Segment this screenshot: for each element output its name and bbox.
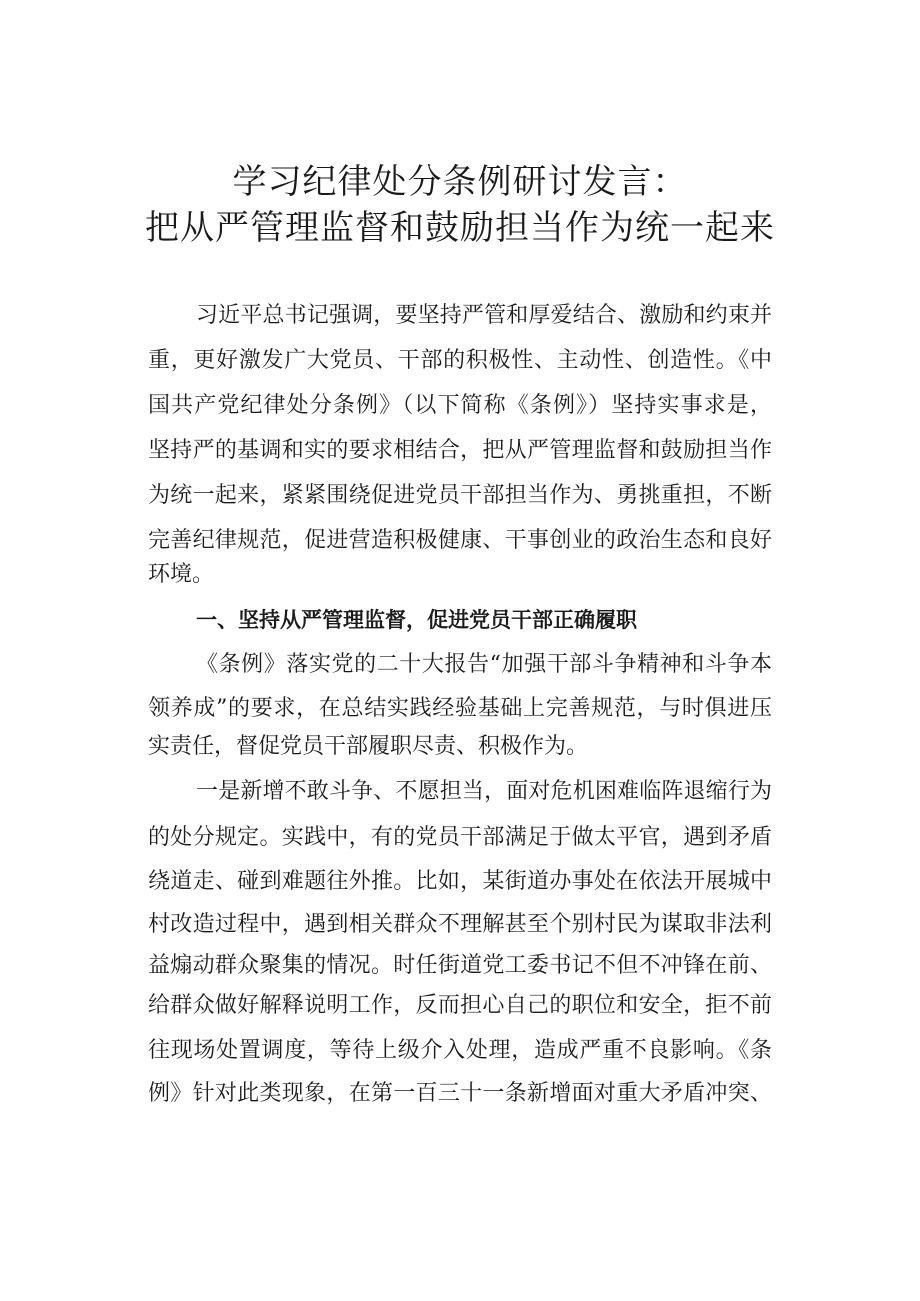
paragraph-2-line-3: 实责任，督促党员干部履职尽责、积极作为。 (148, 734, 589, 759)
paragraph-3-line-4: 村改造过程中，遇到相关群众不理解甚至个别村民为谋取非法利 (148, 912, 772, 937)
paragraph-3-line-8: 例》针对此类现象，在第一百三十一条新增面对重大矛盾冲突、 (148, 1081, 772, 1106)
paragraph-1-line-3: 国共产党纪律处分条例》（以下简称《条例》）坚持实事求是， (148, 393, 772, 418)
paragraph-1-line-6: 完善纪律规范，促进营造积极健康、干事创业的政治生态和良好 (148, 528, 772, 553)
document-title-line-1: 学习纪律处分条例研讨发言： (232, 162, 688, 202)
paragraph-1-line-7: 环境。 (148, 562, 215, 587)
paragraph-2-line-2: 领养成”的要求，在总结实践经验基础上完善规范，与时俱进压 (148, 696, 772, 721)
paragraph-3-line-1: 一是新增不敢斗争、不愿担当，面对危机困难临阵退缩行为 (196, 779, 772, 804)
paragraph-1-line-5: 为统一起来，紧紧围绕促进党员干部担当作为、勇挑重担，不断 (148, 483, 772, 508)
document-title-line-2: 把从严管理监督和鼓励担当作为统一起来 (145, 208, 775, 248)
paragraph-1-line-2: 重，更好激发广大党员、干部的积极性、主动性、创造性。《中 (148, 348, 772, 373)
paragraph-3-line-6: 给群众做好解释说明工作，反而担心自己的职位和安全，拒不前 (148, 993, 772, 1018)
section-1-heading: 一、坚持从严管理监督，促进党员干部正确履职 (196, 608, 637, 632)
paragraph-1-line-4: 坚持严的基调和实的要求相结合，把从严管理监督和鼓励担当作 (148, 438, 772, 463)
paragraph-3-line-7: 往现场处置调度，等待上级介入处理，造成严重不良影响。《条 (148, 1038, 772, 1063)
paragraph-3-line-2: 的处分规定。实践中，有的党员干部满足于做太平官，遇到矛盾 (148, 825, 772, 850)
paragraph-1-line-1: 习近平总书记强调，要坚持严管和厚爱结合、激励和约束并 (196, 303, 772, 328)
paragraph-2-line-1: 《条例》落实党的二十大报告“加强干部斗争精神和斗争本 (196, 652, 772, 677)
paragraph-3-line-3: 绕道走、碰到难题往外推。比如，某街道办事处在依法开展城中 (148, 869, 772, 894)
paragraph-3-line-5: 益煽动群众聚集的情况。时任街道党工委书记不但不冲锋在前、 (148, 953, 772, 978)
